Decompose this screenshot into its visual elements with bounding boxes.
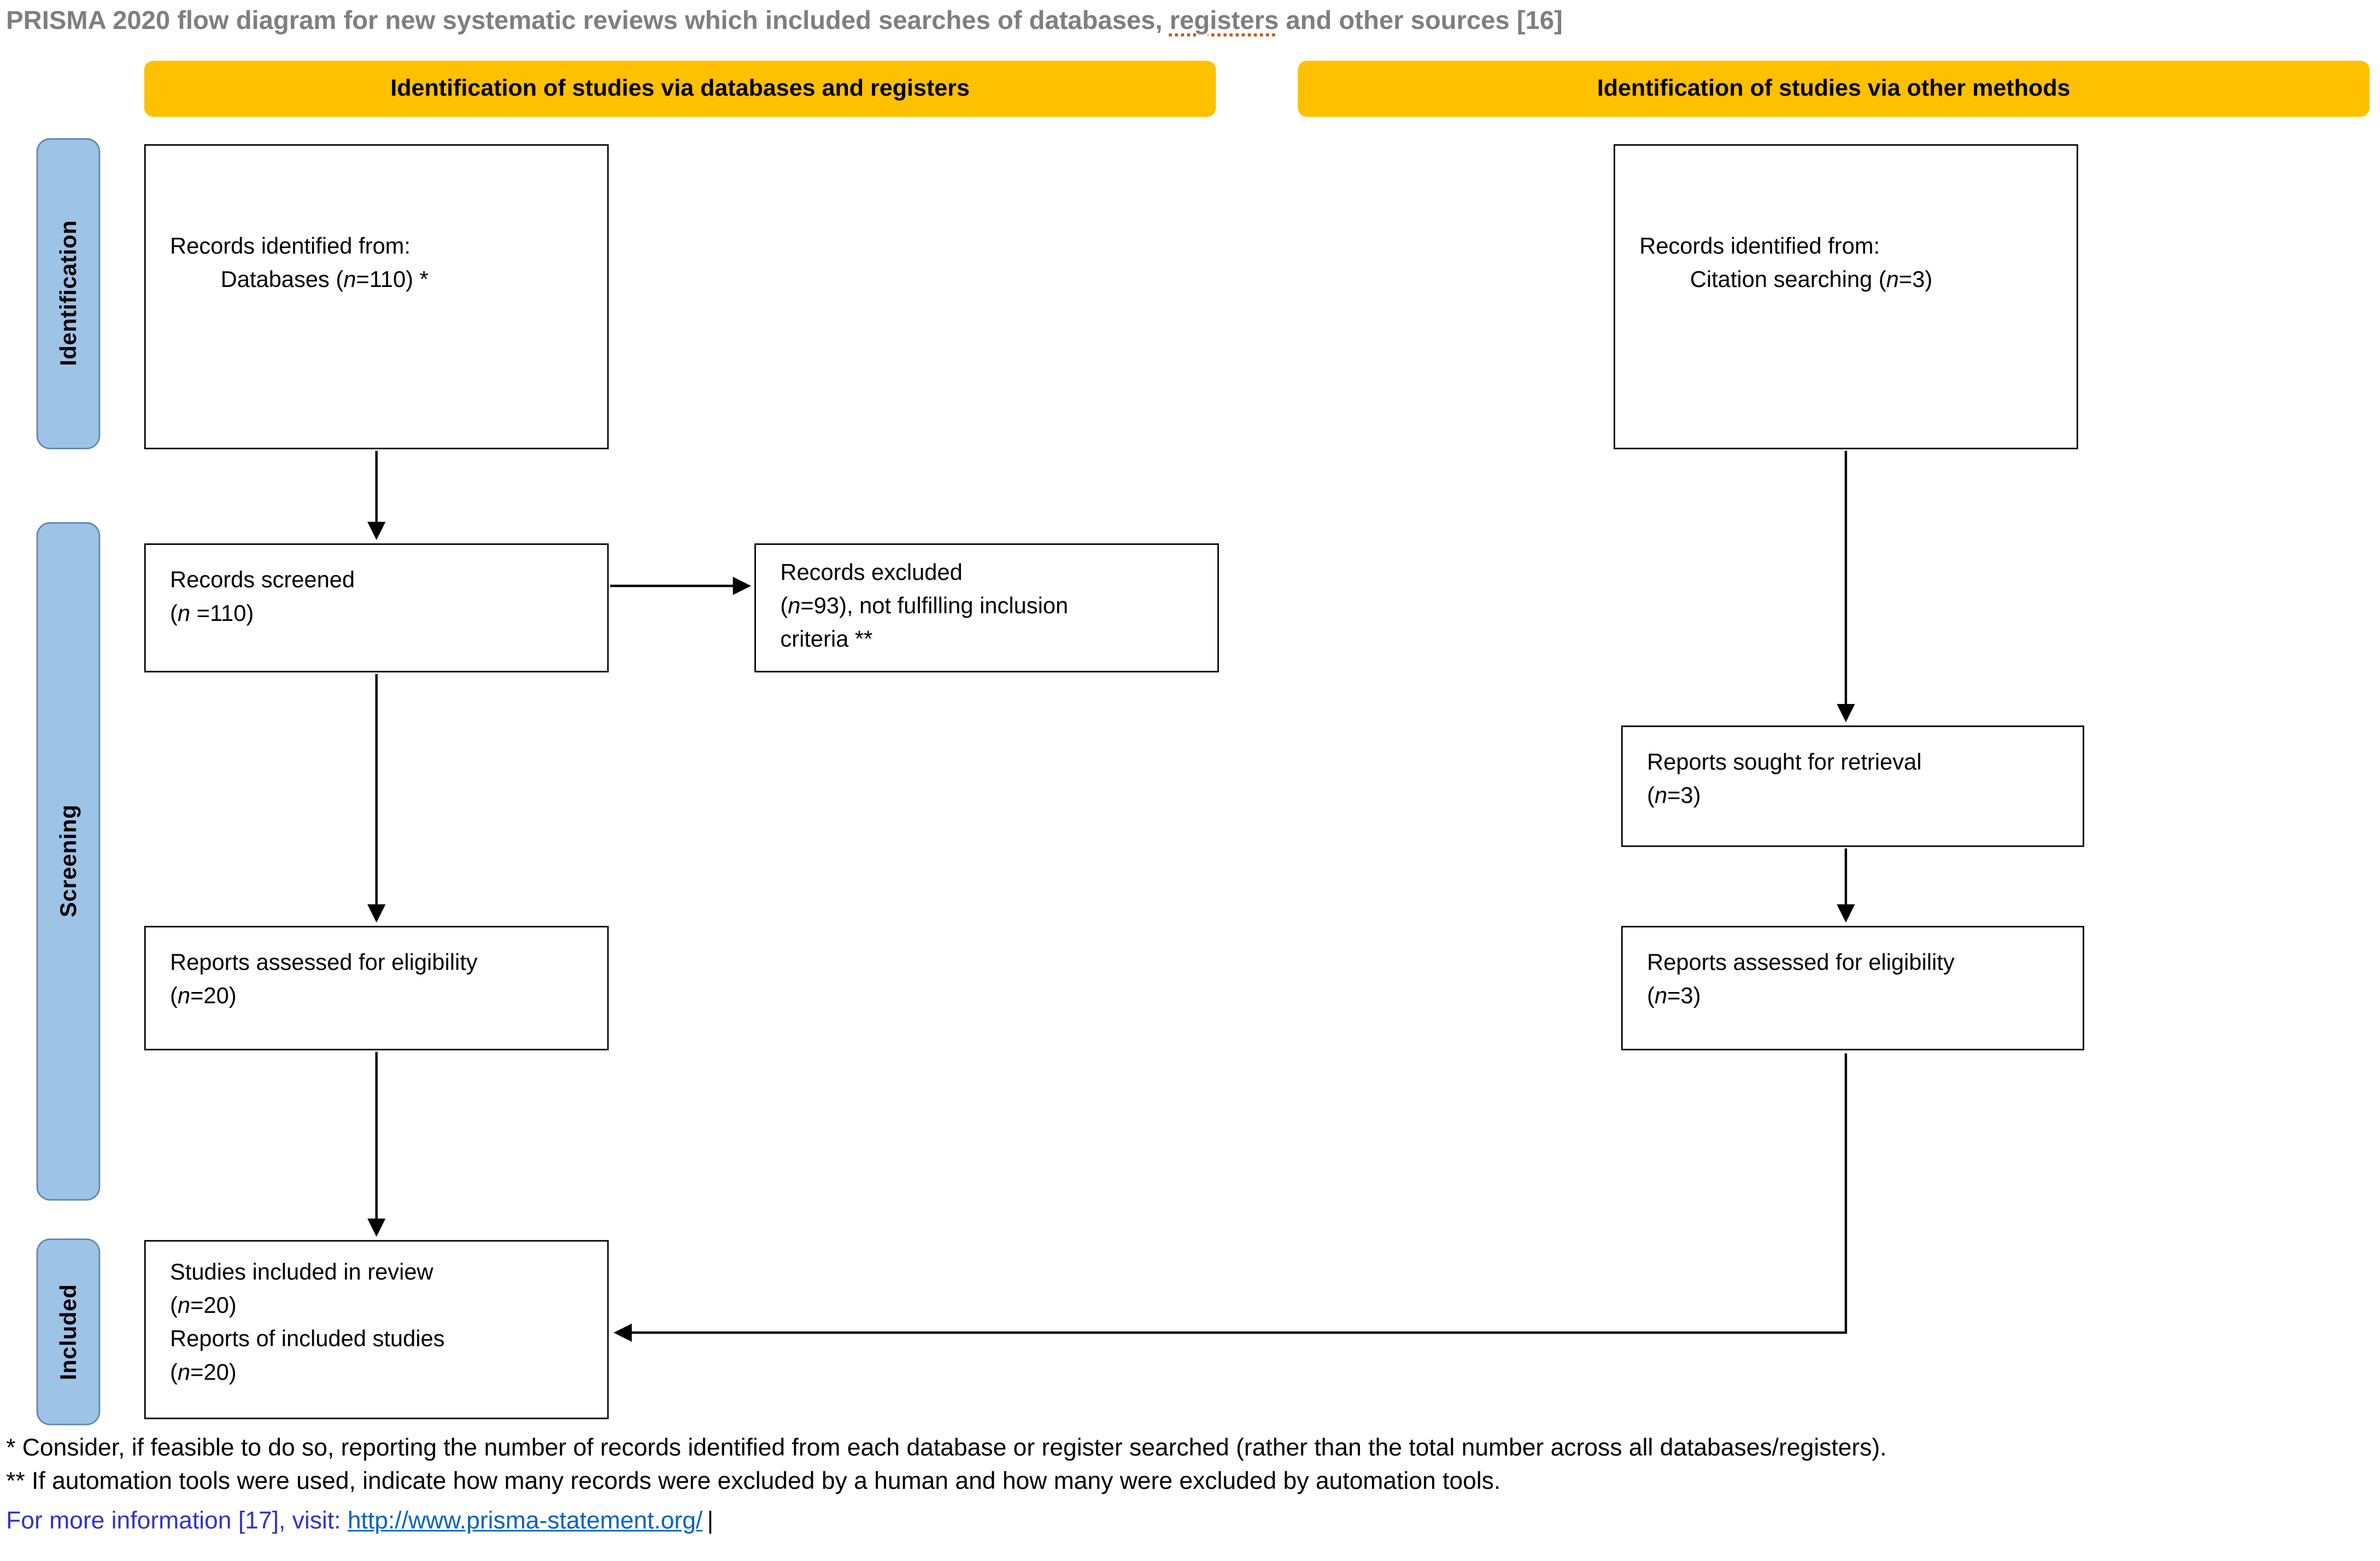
- banner-other-methods-label: Identification of studies via other methods: [1597, 75, 2071, 101]
- box-records-excluded: Records excluded (n=93), not fulfilling inclusion criteria **: [754, 543, 1219, 672]
- prisma-statement-link[interactable]: http://www.prisma-statement.org/: [347, 1509, 703, 1535]
- box-records-identified-databases: Records identified from: Databases (n=110) *: [144, 144, 609, 449]
- stage-label-screening-text: Screening: [55, 805, 81, 918]
- stage-label-identification-text: Identification: [55, 220, 81, 367]
- banner-databases-registers: [144, 61, 1216, 117]
- banner-other-methods: [1298, 61, 2370, 117]
- stage-label-identification: [37, 138, 101, 449]
- box-studies-included: Studies included in review (n=20) Reports of included studies (n=20): [144, 1240, 609, 1419]
- arrow-assessed-right-to-included: [616, 1053, 1845, 1333]
- more-info-line: [6, 1509, 2368, 1536]
- page-title: [6, 6, 2313, 37]
- banner-databases-registers-label: Identification of studies via databases and registers: [390, 75, 970, 101]
- footnote-asterisk: * Consider, if feasible to do so, reporting the number of records identified from each database or register searched (rather than the total number across all databases/registers).: [6, 1436, 1887, 1462]
- page-title-spellcheck-word: registers: [1169, 6, 1279, 35]
- stage-label-included: [37, 1239, 101, 1425]
- stage-label-screening: [37, 522, 101, 1200]
- box-records-identified-citation: Records identified from: Citation searching (n=3): [1614, 144, 2078, 449]
- text-cursor: |: [707, 1509, 714, 1535]
- box-reports-assessed-left: Reports assessed for eligibility (n=20): [144, 926, 609, 1051]
- page-title-suffix: and other sources [16]: [1279, 6, 1563, 35]
- page-title-prefix: PRISMA 2020 flow diagram for new systematic reviews which included searches of databases,: [6, 6, 1170, 35]
- box-reports-sought: Reports sought for retrieval (n=3): [1621, 725, 2084, 847]
- box-records-screened: Records screened (n =110): [144, 543, 609, 672]
- box-reports-assessed-right: Reports assessed for eligibility (n=3): [1621, 926, 2084, 1051]
- more-info-text: For more information [17], visit:: [6, 1509, 348, 1535]
- footnote-double-asterisk: ** If automation tools were used, indicate how many records were excluded by a human and how many were excluded by automation tools.: [6, 1469, 1501, 1495]
- stage-label-included-text: Included: [55, 1283, 81, 1380]
